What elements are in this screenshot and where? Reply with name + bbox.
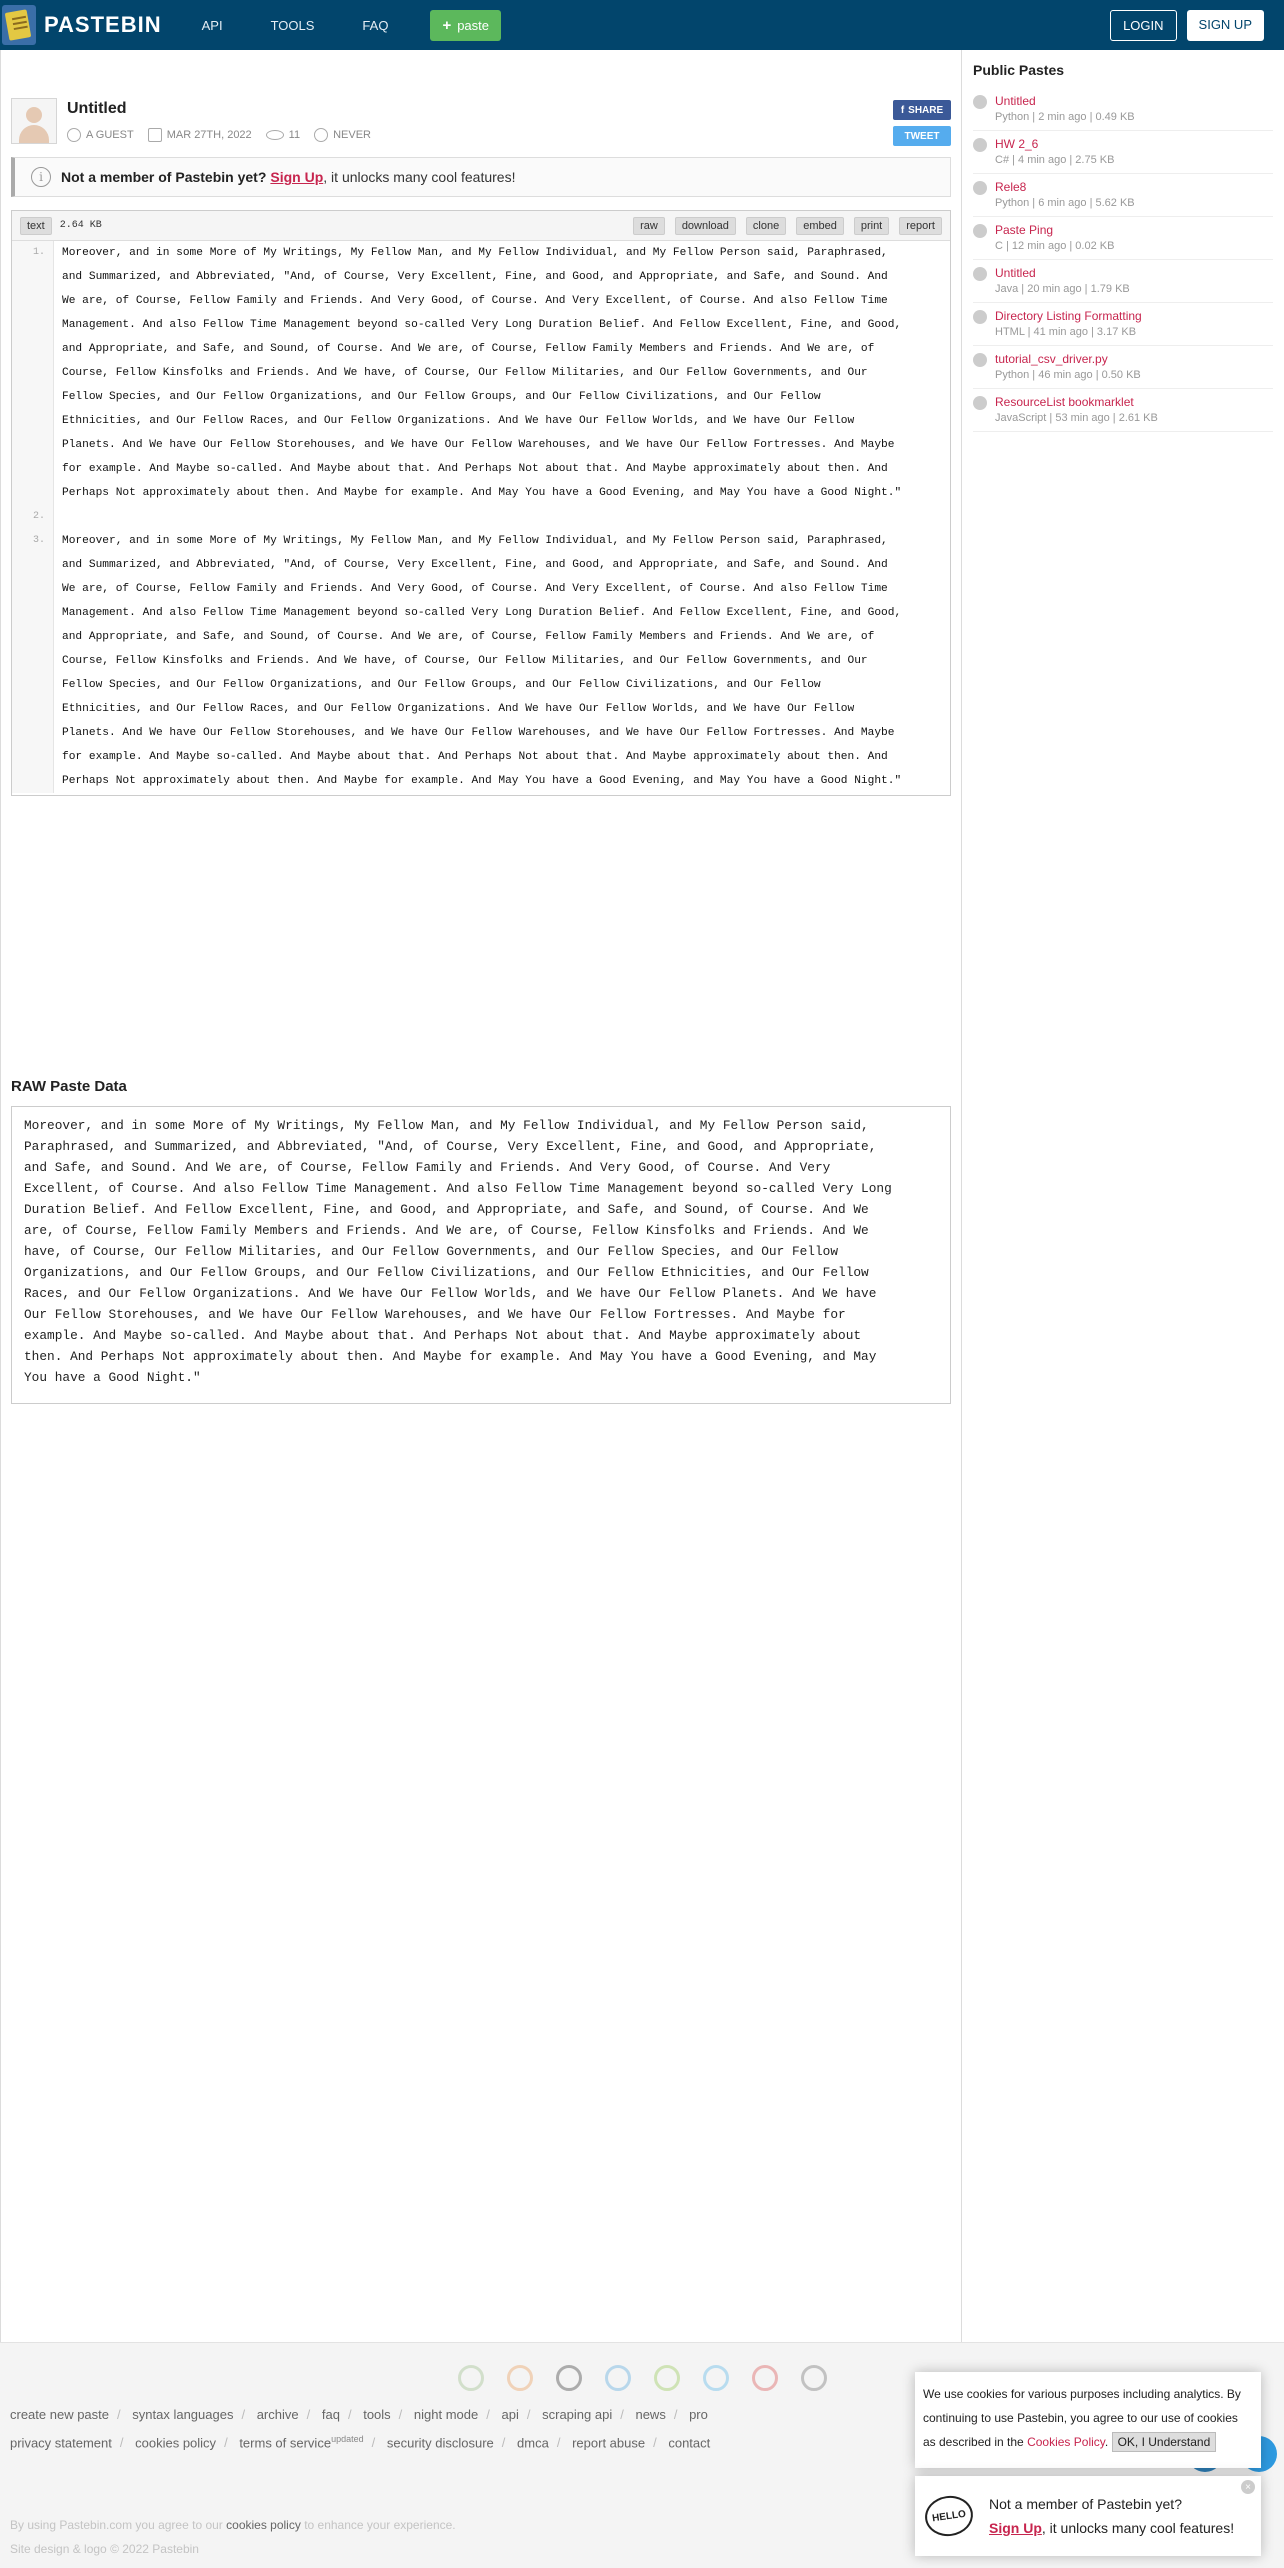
promo-text [989,2492,1234,2540]
code-line [12,745,950,769]
code-line [12,265,950,289]
line-number: 1. [12,241,54,265]
cookies-policy-link[interactable]: cookies policy [226,2518,301,2532]
code-content [12,241,950,795]
line-number [12,745,54,769]
paste-icon [973,181,987,195]
meta-author[interactable] [67,128,134,142]
code-line [12,457,950,481]
meta-views [266,129,300,141]
opera-icon[interactable] [752,2365,778,2391]
cookie-text-2: continuing to use Pastebin, you agree to our use of cookies [923,2411,1238,2425]
line-number [12,601,54,625]
promo-rest: , it unlocks many cool features! [1041,2520,1235,2536]
footer-link[interactable]: faq [321,2407,340,2422]
code-line [12,625,950,649]
code-actions [623,217,942,235]
public-paste-item[interactable] [973,174,1273,217]
browser-extensions [458,2365,850,2391]
code-line [12,481,950,505]
raw-line: Duration Belief. And Fellow Excellent, Fine, and Good, and Appropriate, and Safe, and Sound, of Course. And We [24,1202,869,1217]
code-line-text: for example. And Maybe so-called. And Maybe about that. And Perhaps Not about that. And Maybe approximately about then. And [62,463,888,475]
line-number [12,385,54,409]
paste-icon [973,353,987,367]
raw-line: Organizations, and Our Fellow Groups, and Our Fellow Civilizations, and Our Fellow Ethnicities, and Our Fellow [24,1265,869,1280]
embed-button[interactable]: embed [796,217,844,235]
code-line-text: Course, Fellow Kinsfolks and Friends. And We have, of Course, Our Fellow Militaries, and Our Fellow Governments, and Our [62,367,868,379]
pastebin-logo-icon [2,5,36,45]
cookie-ok-button[interactable]: OK, I Understand [1112,2432,1217,2452]
footer-link[interactable]: contact [668,2435,711,2451]
pastebin-logo[interactable] [2,5,162,45]
line-number [12,265,54,289]
syntax-tag[interactable]: text [20,217,52,235]
public-paste-item[interactable] [973,131,1273,174]
info-icon: i [31,167,51,187]
raw-paste-heading: RAW Paste Data [11,1078,127,1095]
line-number [12,553,54,577]
author-name: A GUEST [86,129,134,141]
paste-icon [973,95,987,109]
paste-title: Untitled [67,100,127,117]
paste-size: 2.64 KB [59,220,102,231]
linux-icon[interactable] [801,2365,827,2391]
raw-line: Moreover, and in some More of My Writings, My Fellow Man, and My Fellow Individual, and My Fellow Person said, [24,1118,869,1133]
line-number [12,433,54,457]
login-button[interactable]: LOGIN [1110,10,1176,41]
code-line-text: Perhaps Not approximately about then. And Maybe for example. And May You have a Good Evening, and May You have a Good Night." [62,487,902,499]
notice-signup-link[interactable]: Sign Up [270,169,324,185]
public-paste-title[interactable]: Paste Ping [995,223,1054,237]
nav-tools[interactable]: TOOLS [270,17,315,33]
raw-line: are, of Course, Fellow Family Members and Friends. And We are, of Course, Fellow Kinsfolks and Friends. And We [24,1223,869,1238]
code-line [12,361,950,385]
code-line-text: Fellow Species, and Our Fellow Organizations, and Our Fellow Groups, and Our Fellow Civilizations, and Our Fellow [62,679,821,691]
code-line [12,385,950,409]
public-paste-meta: Python | 2 min ago | 0.49 KB [995,111,1135,123]
promo-signup-link[interactable]: Sign Up [989,2520,1042,2536]
footer-link[interactable]: api [501,2407,519,2422]
main-nav [202,18,437,33]
raw-line: have, of Course, Our Fellow Militaries, and Our Fellow Governments, and Our Fellow Species, and Our Fellow [24,1244,839,1259]
public-paste-meta: Python | 46 min ago | 0.50 KB [995,369,1141,381]
plus-icon: + [442,16,452,34]
code-line-text: and Summarized, and Abbreviated, "And, of Course, Very Excellent, Fine, and Good, and Appropriate, and Safe, and Sound. And [62,559,888,571]
raw-line: Races, and Our Fellow Organizations. And We have Our Fellow Worlds, and We have Our Fellow Planets. And We have [24,1286,877,1301]
code-line-text: Moreover, and in some More of My Writings, My Fellow Man, and My Fellow Individual, and My Fellow Person said, Paraphrased, [62,247,888,259]
public-paste-item[interactable] [973,88,1273,131]
line-number [12,769,54,793]
line-number [12,721,54,745]
code-line [12,577,950,601]
footer-link[interactable]: dmca [517,2435,549,2451]
share-label: SHARE [908,104,944,116]
raw-line: Excellent, of Course. And also Fellow Time Management. And also Fellow Time Management beyond so-called Very Long [24,1181,892,1196]
cookie-text-3: as described in the [923,2435,1024,2449]
line-number [12,457,54,481]
download-button[interactable]: download [675,217,736,235]
print-button[interactable]: print [854,217,889,235]
code-line [12,433,950,457]
firefox-icon[interactable] [507,2365,533,2391]
public-paste-item[interactable] [973,346,1273,389]
code-line [12,649,950,673]
line-number [12,289,54,313]
paste-icon [973,267,987,281]
code-line [12,553,950,577]
code-line-text: Fellow Species, and Our Fellow Organizations, and Our Fellow Groups, and Our Fellow Civilizations, and Our Fellow [62,391,821,403]
code-box [11,210,951,796]
code-line-text: and Appropriate, and Safe, and Sound, of Course. And We are, of Course, Fellow Family Members and Friends. And We are, of [62,631,875,643]
signup-promo [915,2476,1261,2556]
note-post: to enhance your experience. [304,2518,456,2532]
code-line-text: Moreover, and in some More of My Writings, My Fellow Man, and My Fellow Individual, and My Fellow Person said, Paraphrased, [62,535,888,547]
code-line [12,337,950,361]
code-line-text: Management. And also Fellow Time Management beyond so-called Very Long Duration Belief. And Fellow Excellent, Fine, and Good, [62,319,902,331]
line-number [12,409,54,433]
tweet-button[interactable] [893,126,951,146]
public-paste-meta: JavaScript | 53 min ago | 2.61 KB [995,412,1158,424]
updated-badge: updated [331,2434,364,2444]
nav-faq[interactable]: FAQ [362,17,389,33]
paste-icon [973,310,987,324]
top-navbar [0,0,1284,50]
footer-link[interactable]: security disclosure [386,2435,494,2451]
public-paste-meta: Python | 6 min ago | 5.62 KB [995,197,1135,209]
report-button[interactable]: report [899,217,942,235]
line-number [12,481,54,505]
footer-link[interactable]: archive [256,2407,299,2422]
paste-expiry: NEVER [333,129,371,141]
code-line [12,721,950,745]
author-avatar [11,98,57,144]
public-paste-item[interactable] [973,217,1273,260]
footer-links-row1: create new paste / syntax languages / archive / faq / tools / night mode / api / scraping api / news / pro [10,2407,708,2422]
footer-link[interactable]: report abuse [572,2435,646,2451]
public-paste-item[interactable] [973,260,1273,303]
footer-link[interactable]: night mode [413,2407,479,2422]
public-paste-title[interactable]: Untitled [995,94,1036,108]
auth-buttons [1110,10,1264,41]
clock-icon [314,128,328,142]
code-line [12,673,950,697]
paste-icon [973,224,987,238]
footer-link[interactable]: scraping api [542,2407,613,2422]
line-number [12,337,54,361]
code-line-text [54,505,74,529]
meta-date [148,128,252,142]
paste-date: MAR 27TH, 2022 [166,129,252,141]
code-line-text: Planets. And We have Our Fellow Storehouses, and We have Our Fellow Warehouses, and We have Our Fellow Fortresses. And Maybe [62,727,895,739]
raw-line: You have a Good Night." [24,1370,201,1385]
raw-line: then. And Perhaps Not approximately about then. And Maybe for example. And May You have a Good Evening, and May [24,1349,877,1364]
footer-link[interactable]: privacy statement [10,2435,112,2451]
cookie-banner: We use cookies for various purposes including analytics. By continuing to use Pastebin, you agree to our use of cookies as described in the Cookies Policy. OK, I Understand [915,2372,1261,2468]
code-line [12,409,950,433]
eye-icon [266,130,284,140]
code-line-text: and Appropriate, and Safe, and Sound, of Course. And We are, of Course, Fellow Family Members and Friends. And We are, of [62,343,875,355]
public-paste-item[interactable] [973,303,1273,346]
raw-button[interactable]: raw [633,217,665,235]
footer-link[interactable]: cookies policy [135,2435,217,2451]
signup-notice [11,157,951,197]
cookie-text-1: We use cookies for various purposes including analytics. By [923,2387,1241,2401]
note-pre: By using Pastebin.com you agree to our [10,2518,223,2532]
footer-link[interactable]: news [635,2407,666,2422]
public-paste-meta: C | 12 min ago | 0.02 KB [995,240,1115,252]
code-line-text: Management. And also Fellow Time Management beyond so-called Very Long Duration Belief. And Fellow Excellent, Fine, and Good, [62,607,902,619]
code-line-text: We are, of Course, Fellow Family and Friends. And Very Good, of Course. And Very Excellent, of Course. And also Fellow Time [62,295,888,307]
code-line [12,289,950,313]
nav-api[interactable]: API [201,17,223,33]
raw-line: Our Fellow Storehouses, and We have Our Fellow Warehouses, and We have Our Fellow Fortresses. And Maybe for [24,1307,846,1322]
footer-link[interactable]: terms of service [239,2435,332,2451]
public-paste-meta: HTML | 41 min ago | 3.17 KB [995,326,1137,338]
code-line-text: and Summarized, and Abbreviated, "And, of Course, Very Excellent, Fine, and Good, and Appropriate, and Safe, and Sound. And [62,271,888,283]
view-count: 11 [288,129,301,141]
line-number [12,625,54,649]
new-paste-button[interactable] [430,10,501,41]
code-line-text: Course, Fellow Kinsfolks and Friends. And We have, of Course, Our Fellow Militaries, and Our Fellow Governments, and Our [62,655,868,667]
public-paste-meta: Java | 20 min ago | 1.79 KB [995,283,1130,295]
line-number: 2. [12,505,54,529]
raw-line: and Safe, and Sound. And We are, of Course, Fellow Family and Friends. And Very Good, of Course. And Very [24,1160,831,1175]
facebook-share-button[interactable] [893,100,951,120]
line-number: 3. [12,529,54,553]
clone-button[interactable]: clone [746,217,786,235]
footer-link[interactable]: create new paste [10,2407,110,2422]
paste-meta [67,128,385,142]
line-number [12,361,54,385]
logo-text: PASTEBIN [44,12,162,37]
line-number [12,313,54,337]
public-paste-title[interactable]: ResourceList bookmarklet [995,395,1134,409]
copyright: Site design & logo © 2022 Pastebin [10,2542,199,2556]
chrome-icon[interactable] [458,2365,484,2391]
public-paste-meta: C# | 4 min ago | 2.75 KB [995,154,1115,166]
footer-link[interactable]: pro [689,2407,708,2422]
code-line-text: Perhaps Not approximately about then. And Maybe for example. And May You have a Good Evening, and May You have a Good Night." [62,775,902,787]
code-line-text: for example. And Maybe so-called. And Maybe about that. And Perhaps Not about that. And Maybe approximately about then. And [62,751,888,763]
line-number [12,697,54,721]
code-line [12,313,950,337]
public-paste-title[interactable]: HW 2_6 [995,137,1039,151]
code-line-text: Ethnicities, and Our Fellow Races, and Our Fellow Organizations. And We have Our Fellow Worlds, and We have Our Fellow [62,415,855,427]
notice-rest: , it unlocks many cool features! [323,169,516,185]
code-line-text: We are, of Course, Fellow Family and Friends. And Very Good, of Course. And Very Excellent, of Course. And also Fellow Time [62,583,888,595]
notice-bold: Not a member of Pastebin yet? [61,169,267,185]
code-line [12,601,950,625]
public-paste-title[interactable]: Directory Listing Formatting [995,309,1142,323]
footer-note [10,2513,456,2561]
raw-line: example. And Maybe so-called. And Maybe about that. And Perhaps Not about that. And Maybe approximately about [24,1328,862,1343]
paste-icon [973,396,987,410]
code-toolbar [12,211,950,241]
macos-icon[interactable] [703,2365,729,2391]
public-pastes-title: Public Pastes [973,62,1065,78]
cookie-policy-link[interactable]: Cookies Policy [1027,2435,1105,2449]
promo-line1: Not a member of Pastebin yet? [989,2496,1182,2512]
public-paste-title[interactable]: tutorial_csv_driver.py [995,352,1108,366]
line-number [12,649,54,673]
code-line [12,241,950,265]
facebook-icon: f [900,104,905,116]
calendar-icon [148,128,162,142]
ios-icon[interactable] [556,2365,582,2391]
close-icon[interactable]: × [1241,2480,1255,2494]
line-number [12,577,54,601]
paste-icon [973,138,987,152]
footer-link[interactable]: syntax languages [132,2407,234,2422]
public-paste-item[interactable] [973,389,1273,432]
code-line-text: Planets. And We have Our Fellow Storehouses, and We have Our Fellow Warehouses, and We have Our Fellow Fortresses. And Maybe [62,439,895,451]
meta-expiry [314,128,371,142]
windows-icon[interactable] [605,2365,631,2391]
footer-links-row2: privacy statement / cookies policy / terms of service$^{updated}$ / security disclosure / dmca / report abuse / contact [10,2434,711,2451]
user-icon [67,128,81,142]
footer-links [10,2403,710,2455]
line-number [12,673,54,697]
code-line-text: Ethnicities, and Our Fellow Races, and Our Fellow Organizations. And We have Our Fellow Worlds, and We have Our Fellow [62,703,855,715]
code-line [12,505,950,529]
raw-paste-textarea[interactable] [11,1106,951,1404]
public-paste-title[interactable]: Untitled [995,266,1036,280]
code-line [12,697,950,721]
footer-link[interactable]: tools [363,2407,391,2422]
raw-line: Paraphrased, and Summarized, and Abbreviated, "And, of Course, Very Excellent, Fine, and Good, and Appropriate, [24,1139,877,1154]
hello-badge-icon: HELLO [922,2493,975,2539]
public-pastes-list [973,88,1273,432]
code-line [12,529,950,553]
tweet-label: TWEET [904,130,940,142]
new-paste-label: paste [457,17,490,33]
public-paste-title[interactable]: Rele8 [995,180,1027,194]
signup-button[interactable]: SIGN UP [1187,10,1264,41]
code-line [12,769,950,793]
android-icon[interactable] [654,2365,680,2391]
